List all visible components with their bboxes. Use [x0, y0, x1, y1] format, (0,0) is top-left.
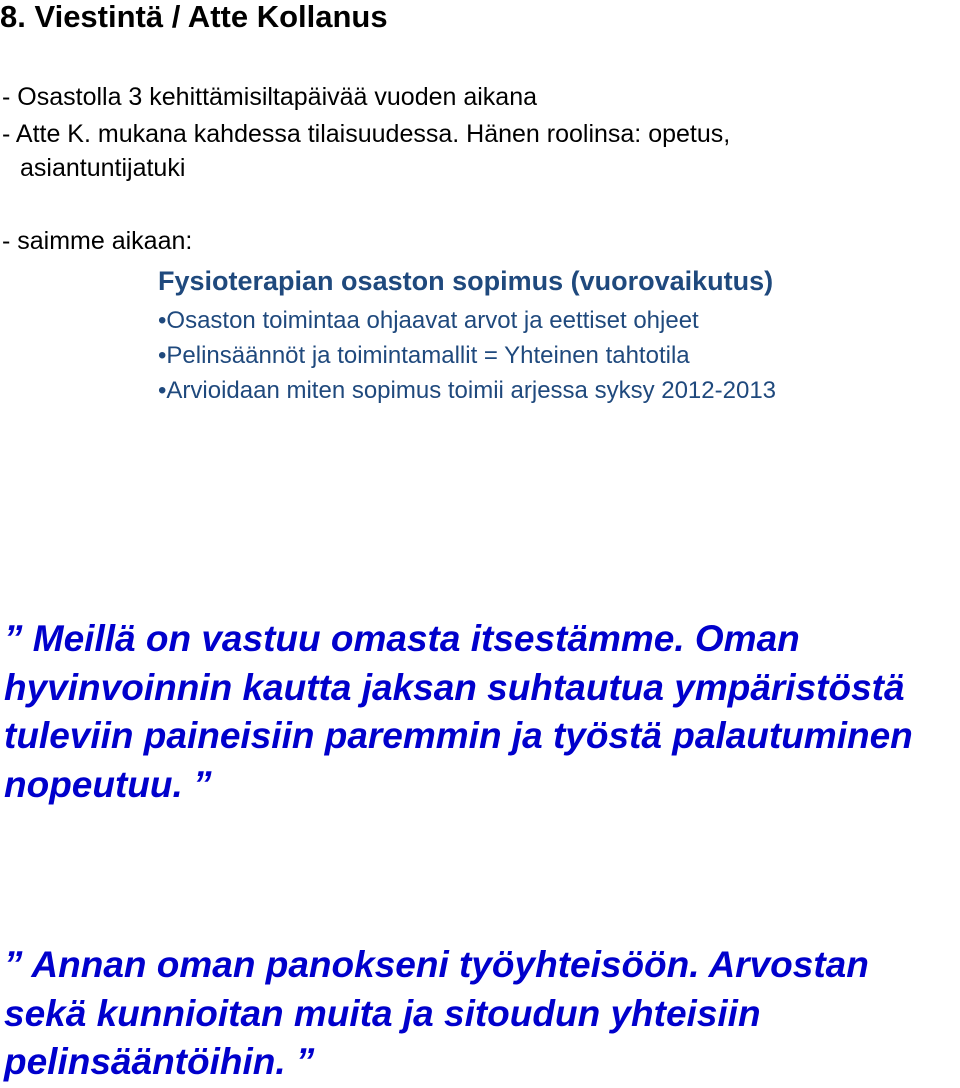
quote-contribution: ” Annan oman panokseni työyhteisöön. Arvostan sekä kunnioitan muita ja sitoudun yhteisiin pelinsääntöihin. ” [4, 944, 869, 1082]
agreement-bullet-evaluation: •Arvioidaan miten sopimus toimii arjessa syksy 2012-2013 [158, 377, 777, 404]
text-line-achieved: - saimme aikaan: [2, 227, 193, 255]
text-line-atte-role: - Atte K. mukana kahdessa tilaisuudessa. Hänen roolinsa: opetus, [2, 120, 731, 148]
quote-responsibility: ” Meillä on vastuu omasta itsestämme. Oman hyvinvoinnin kautta jaksan suhtautua ympäristöstä tuleviin paineisiin paremmin ja työstä palautuminen nopeutuu. ” [4, 618, 913, 805]
text-line-development-afternoons: - Osastolla 3 kehittämisiltapäivää vuoden aikana [2, 83, 538, 111]
agreement-heading: Fysioterapian osaston sopimus (vuorovaikutus) [158, 266, 774, 296]
text-line-role-continued: asiantuntijatuki [20, 154, 186, 182]
agreement-bullet-values: •Osaston toimintaa ohjaavat arvot ja eettiset ohjeet [158, 307, 699, 334]
agreement-bullet-rules: •Pelinsäännöt ja toimintamallit = Yhteinen tahtotila [158, 342, 690, 369]
page-title: 8. Viestintä / Atte Kollanus [0, 0, 388, 34]
